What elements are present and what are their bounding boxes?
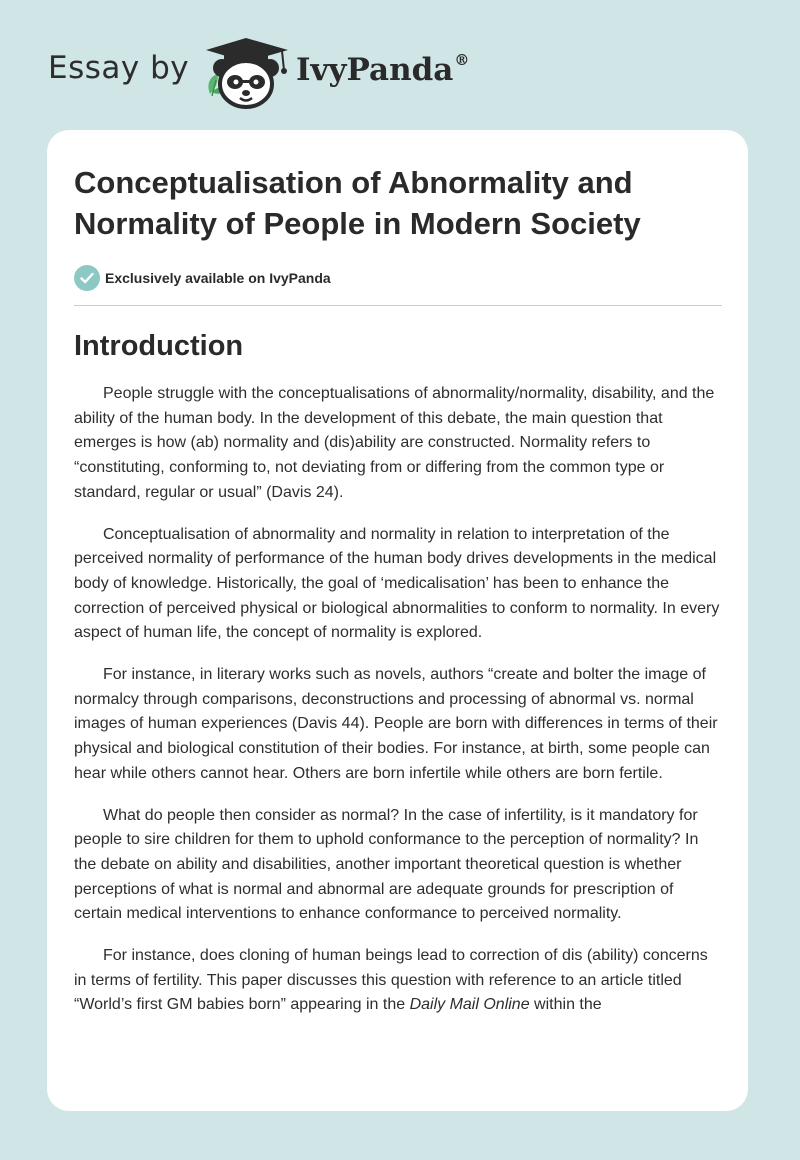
paragraph-text: within the	[529, 996, 602, 1014]
panda-graduate-icon	[200, 36, 292, 110]
exclusive-label: Exclusively available on IvyPanda	[105, 270, 331, 286]
paragraph: People struggle with the conceptualisations of abnormality/normality, disability, and the ability of the human body. In the development of this debate, the main question that emerges is how (ab) normality and (dis)ability are constructed. Normality refers to “constituting, conforming to, not deviating from or differing from the common type or standard, regular or usual” (Davis 24).	[74, 385, 715, 501]
divider	[74, 305, 722, 306]
paragraph: What do people then consider as normal? In the case of infertility, is it mandatory for people to sire children for them to uphold conformance to the perception of normality? In the debate on ability and disabilities, another important theoretical question is whether perceptions of what is normal and abnormal are adequate grounds for prescription of certain medical interventions to enhance conformance to perceived normality.	[74, 806, 699, 923]
publication-name: Daily Mail Online	[409, 996, 530, 1014]
essay-content	[74, 162, 724, 1018]
check-circle-icon	[74, 265, 100, 291]
site-header	[0, 0, 800, 120]
paragraph-text: For instance, does cloning of human beings lead to correction of dis (ability) concerns in terms of fertility. This paper discusses this question with reference to an article titled “World’s first GM babies born” appearing in the	[74, 947, 708, 1014]
exclusive-notice	[74, 264, 724, 292]
section-heading: Introduction	[74, 330, 244, 362]
brand-name[interactable]	[296, 52, 469, 88]
essay-title: Conceptualisation of Abnormality and Normality of People in Modern Society	[74, 165, 641, 241]
registered-mark: ®	[454, 50, 470, 69]
paragraph: Conceptualisation of abnormality and normality in relation to interpretation of the perceived normality of performance of the human body drives developments in the medical body of knowledge. Historically, the goal of ‘medicalisation’ has been to enhance the correction of perceived physical or biological abnormalities to conform to normality. In every aspect of human life, the concept of normality is explored.	[74, 525, 720, 642]
essay-by-label: Essay by	[48, 50, 190, 86]
brand-name-text: IvyPanda	[296, 52, 454, 88]
paragraph: For instance, in literary works such as novels, authors “create and bolter the image of normalcy through comparisons, deconstructions and processing of abnormal vs. normal images of human experiences (Davis 44). People are born with differences in terms of their physical and biological constitution of their bodies. For instance, at birth, some people can hear while others cannot hear. Others are born infertile while others are born fertile.	[74, 666, 718, 782]
essay-card	[47, 130, 748, 1111]
paragraph-last	[74, 944, 724, 1018]
